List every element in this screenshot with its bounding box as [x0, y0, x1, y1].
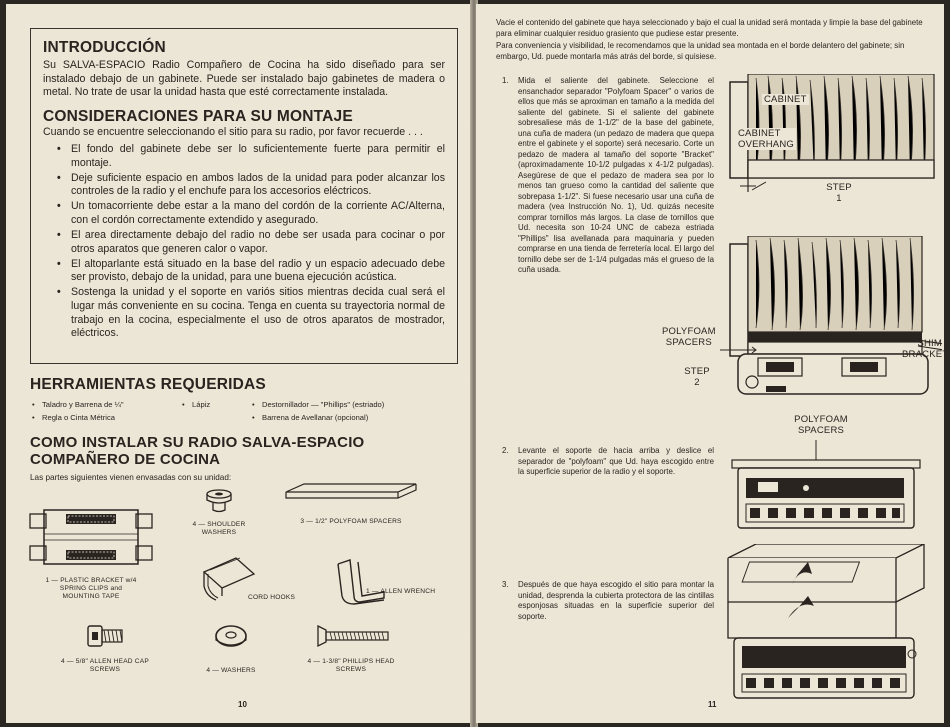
allen-screw-icon [50, 624, 160, 648]
radio-unit-icon [728, 440, 924, 532]
tool-item: • Lápiz [182, 400, 211, 409]
step-2-number: 2. [502, 446, 509, 455]
phillips-screw-figure [296, 624, 406, 674]
cabinet-label: CABINET [764, 94, 807, 105]
step-2-figure [656, 236, 949, 420]
washers-caption: 4 — WASHERS [206, 667, 256, 674]
tool-item: • Taladro y Barrena de ¼" [32, 400, 124, 409]
phillips-caption-1: 4 — 1-3/8" PHILLIPS HEAD [307, 658, 395, 665]
tool-empty [180, 412, 250, 423]
intro-heading: INTRODUCCIÓN [43, 39, 166, 56]
install-heading-line-2: COMPAÑERO DE COCINA [30, 451, 221, 468]
allen-wrench-figure [332, 556, 442, 612]
bracket-caption-1: 1 — PLASTIC BRACKET w/4 [45, 577, 137, 584]
step-1-label: STEP [826, 182, 852, 193]
washer-icon [196, 618, 266, 654]
polyfoam-label-1: POLYFOAM [662, 326, 716, 337]
overhang-label-1: CABINET [738, 128, 781, 139]
right-page [476, 4, 949, 723]
polyfoam-spacer-icon [276, 482, 426, 508]
tools-heading: HERRAMIENTAS REQUERIDAS [30, 376, 266, 393]
bullet-item: • Deje suficiente espacio en ambos lados de la unidad para poder alcanzar los controles de la radio y el enchufe para los accesorios eléctricos. [57, 171, 445, 198]
left-page [6, 4, 472, 723]
step-1-text: 1. Mida el saliente del gabinete. Seleccione el ensanchador separador "Polyfoam Spacer" o varios de ellos que más se aproximan en tamaño a la medida del saliente del gabinete. Si el saliente del gabinete sobresaliese más de 1-1/2" de la base del gabinete, una cuña de madera (un pedazo de madera que quepa entre el gabinete y el soporte) será necesario. Corte un pedazo de madera al tamaño del soporte "Bracket" (aproximadamente 10-1/2 pulgadas x 4-1/2 pulgadas). Asegúrese de que el pedazo de madera sea por lo menos tan grueso como la cantidad del saliente que sobrepasa 1-1/2". Si fuese necesario usar una cuña de madera (vea Instrucción No. 1), Ud. quizás necesite comprar tornillos más largos. La clase de tornillos que Ud. necesita son 10-24 UNC de cabeza estriada "Phillips" lisa avellanada para maquinaria y pueden comprarse en una tienda de ferretería local. El largo del tornillo debe ser de 1-1/4 pulgadas más el grueso de la cuña usada. [502, 76, 714, 274]
shoulder-washer-figure [184, 488, 254, 536]
tools-section [30, 376, 458, 423]
tool-item: • Regla o Cinta Métrica [32, 413, 116, 422]
overhang-label-2: OVERHANG [738, 139, 794, 150]
page-number: 11 [708, 700, 717, 709]
step-2-text: 2. Levante el soporte de hacia arriba y deslice el separador de "polyfoam" que Ud. haya escogido entre la superficie superior de la radio y el soporte. [502, 446, 714, 476]
bracket-tape-illustration [716, 544, 936, 704]
right-intro-paragraph-1: Vacie el contenido del gabinete que haya seleccionado y bajo el cual la unidad será montada y limpie la base del gabinete para eliminar cualquier residuo grasiento que pudiese estar presente. [496, 18, 923, 38]
shoulder-caption-2: WASHERS [201, 529, 237, 536]
hooks-caption: CORD HOOKS [248, 594, 296, 601]
plastic-bracket-figure [26, 506, 156, 600]
step-3-text: 3. Después de que haya escogido el sitio para montar la unidad, desprenda la cubierta protectora de las cintillas esponjosas situadas en la superficie superior del soporte. [502, 580, 714, 621]
wrench-caption: 1 — ALLEN WRENCH [366, 588, 436, 595]
install-text: Las partes siguientes vienen envasadas con su unidad: [30, 473, 232, 482]
step-1-figure [726, 74, 938, 214]
right-intro-paragraph-2: Para conveniencia y visibilidad, le recomendamos que la unidad sea montada en el borde delantero del gabinete; sin embargo, Ud. puede montarla más atrás del borde, si quisiese. [496, 41, 905, 61]
bullet-item: • El area directamente debajo del radio no debe ser usada para cocinar o por otros aparatos que generen calor o vapor. [57, 229, 445, 255]
step-3-figure [716, 544, 936, 704]
mount-heading: CONSIDERACIONES PARA SU MONTAJE [43, 107, 353, 125]
bullet-item: • Un tomacorriente debe estar a la mano del cordón de la corriente AC/Alterna, con el cordón correctamente extendido y asegurado. [57, 200, 445, 226]
step-2-label: STEP [684, 366, 710, 377]
step-2-label-number: 2 [694, 377, 700, 388]
shim-label: SHIM [917, 338, 942, 349]
step-1-label-number: 1 [836, 193, 842, 204]
step-1-number: 1. [502, 76, 509, 85]
allen-wrench-icon [332, 556, 392, 606]
step-3-number: 3. [502, 580, 509, 589]
allen-caption-2: SCREWS [89, 666, 121, 673]
bullet-item: • Sostenga la unidad y el soporte en variós sitios mientras decida cual será el lugar más conveniente en su cocina. Tenga en cuenta su trayectoria normal de trabajo en la cocina, especialmente el uso de otros aparatos de mostrador, eléctricos. [57, 286, 445, 340]
allen-screw-figure [50, 624, 160, 674]
polyfoam-spacers-figure [276, 482, 426, 532]
polyfoam-label-2: SPACERS [665, 337, 712, 348]
intro-text: Su SALVA-ESPACIO Radio Compañero de Cocina ha sido diseñado para ser instalado debajo de un gabinete. Puede ser instalado bajo gabinetes de madera o metal. No trate de usar la unidad hasta que esté correctamente instalada. [43, 59, 445, 98]
shoulder-caption-1: 4 — SHOULDER [192, 521, 246, 528]
phillips-caption-2: SCREWS [335, 666, 367, 673]
tool-item: • Destornillador — "Phillips" (estriado) [252, 400, 385, 409]
mount-bullets [43, 143, 445, 341]
intro-box [30, 28, 458, 364]
shoulder-washer-icon [184, 488, 254, 516]
bullet-item: • El fondo del gabinete debe ser lo suficientemente fuerte para permitir el montaje. [57, 143, 445, 169]
mount-intro: Cuando se encuentre seleccionando el sitio para su radio, por favor recuerde . . . [43, 125, 423, 138]
install-section [30, 434, 458, 483]
radio-spacer-figure [728, 440, 924, 532]
bracket-label: BRACKET [902, 349, 949, 360]
bracket-caption-2: SPRING CLIPS and [59, 585, 123, 592]
bullet-item: • El altoparlante está situado en la base del radio y un espacio adecuado debe ser provisto, debajo de la unidad, para une buena ejecución acústica. [57, 257, 445, 284]
install-heading-line-1: COMO INSTALAR SU RADIO SALVA-ESPACIO [30, 434, 365, 451]
bracket-caption-3: MOUNTING TAPE [62, 593, 120, 600]
washer-figure [196, 618, 266, 674]
phillips-screw-icon [296, 624, 406, 648]
tool-item: • Barrena de Avellanar (opcional) [252, 413, 369, 422]
cord-hooks-figure [196, 552, 316, 614]
spacers-caption: 3 — 1/2" POLYFOAM SPACERS [300, 518, 402, 525]
right-intro [496, 18, 926, 62]
page-number: 10 [238, 700, 247, 709]
plastic-bracket-icon [26, 506, 156, 568]
allen-caption-1: 4 — 5/8" ALLEN HEAD CAP [61, 658, 149, 665]
tools-list [30, 399, 458, 423]
polyfoam-spacers-label: POLYFOAM SPACERS [794, 414, 848, 436]
